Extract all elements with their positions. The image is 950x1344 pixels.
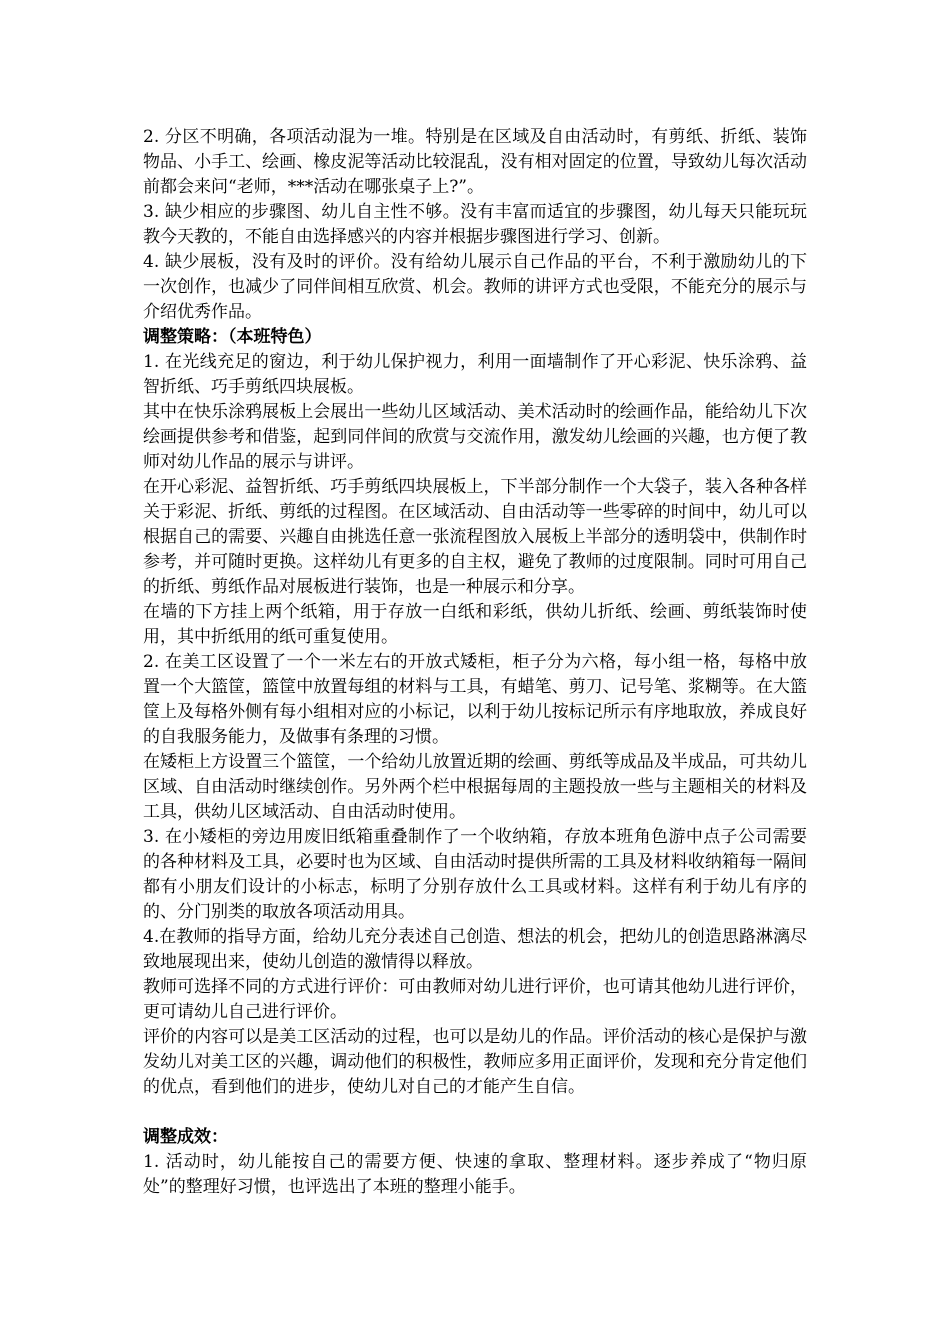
blank-line [143,1100,807,1125]
paragraph: 1. 活动时，幼儿能按自己的需要方便、快速的拿取、整理材料。逐步养成了“物归原处”的整理好习惯，也评选出了本班的整理小能手。 [143,1152,807,1197]
section-heading: 调整成效： [143,1127,228,1147]
paragraph: 评价的内容可以是美工区活动的过程，也可以是幼儿的作品。评价活动的核心是保护与激发幼儿对美工区的兴趣，调动他们的积极性，教师应多用正面评价，发现和充分肯定他们的优点，看到他们的进步，使幼儿对自己的才能产生自信。 [143,1027,807,1097]
paragraph: 在开心彩泥、益智折纸、巧手剪纸四块展板上，下半部分制作一个大袋子，装入各种各样关于彩泥、折纸、剪纸的过程图。在区域活动、自由活动等一些零碎的时间中，幼儿可以根据自己的需要、兴趣自由挑选任意一张流程图放入展板上半部分的透明袋中，供制作时参考，并可随时更换。这样幼儿有更多的自主权，避免了教师的过度限制。同时可用自己的折纸、剪纸作品对展板进行装饰，也是一种展示和分享。 [143,477,807,597]
paragraph: 教师可选择不同的方式进行评价：可由教师对幼儿进行评价，也可请其他幼儿进行评价，更可请幼儿自己进行评价。 [143,977,807,1022]
paragraph: 4.在教师的指导方面，给幼儿充分表述自己创造、想法的机会，把幼儿的创造思路淋漓尽致地展现出来，使幼儿创造的激情得以释放。 [143,927,807,972]
paragraph: 2. 在美工区设置了一个一米左右的开放式矮柜，柜子分为六格，每小组一格，每格中放置一个大篮筐，篮筐中放置每组的材料与工具，有蜡笔、剪刀、记号笔、浆糊等。在大篮筐上及每格外侧有每小组相对应的小标记，以利于幼儿按标记所示有序地取放，养成良好的自我服务能力，及做事有条理的习惯。 [143,652,807,747]
paragraph: 1. 在光线充足的窗边，利于幼儿保护视力，利用一面墙制作了开心彩泥、快乐涂鸦、益智折纸、巧手剪纸四块展板。 [143,352,807,397]
section-heading: 调整策略：（本班特色） [143,327,322,347]
paragraph: 2. 分区不明确，各项活动混为一堆。特别是在区域及自由活动时，有剪纸、折纸、装饰物品、小手工、绘画、橡皮泥等活动比较混乱，没有相对固定的位置，导致幼儿每次活动前都会来问“老师，***活动在哪张桌子上?”。 [143,127,807,197]
paragraph: 3. 在小矮柜的旁边用废旧纸箱重叠制作了一个收纳箱，存放本班角色游中点子公司需要的各种材料及工具，必要时也为区域、自由活动时提供所需的工具及材料收纳箱每一隔间都有小朋友们设计的小标志，标明了分别存放什么工具或材料。这样有利于幼儿有序的的、分门别类的取放各项活动用具。 [143,827,807,922]
paragraph: 4. 缺少展板，没有及时的评价。没有给幼儿展示自己作品的平台，不利于激励幼儿的下一次创作，也减少了同伴间相互欣赏、机会。教师的讲评方式也受限，不能充分的展示与介绍优秀作品。 [143,252,807,322]
paragraph: 在墙的下方挂上两个纸箱，用于存放一白纸和彩纸，供幼儿折纸、绘画、剪纸装饰时使用，其中折纸用的纸可重复使用。 [143,602,807,647]
paragraph: 其中在快乐涂鸦展板上会展出一些幼儿区域活动、美术活动时的绘画作品，能给幼儿下次绘画提供参考和借鉴，起到同伴间的欣赏与交流作用，激发幼儿绘画的兴趣，也方便了教师对幼儿作品的展示与讲评。 [143,402,807,472]
paragraph: 在矮柜上方设置三个篮筐，一个给幼儿放置近期的绘画、剪纸等成品及半成品，可共幼儿区域、自由活动时继续创作。另外两个栏中根据每周的主题投放一些与主题相关的材料及工具，供幼儿区域活动、自由活动时使用。 [143,752,807,822]
paragraph: 3. 缺少相应的步骤图、幼儿自主性不够。没有丰富而适宜的步骤图，幼儿每天只能玩玩教今天教的，不能自由选择感兴的内容并根据步骤图进行学习、创新。 [143,202,807,247]
